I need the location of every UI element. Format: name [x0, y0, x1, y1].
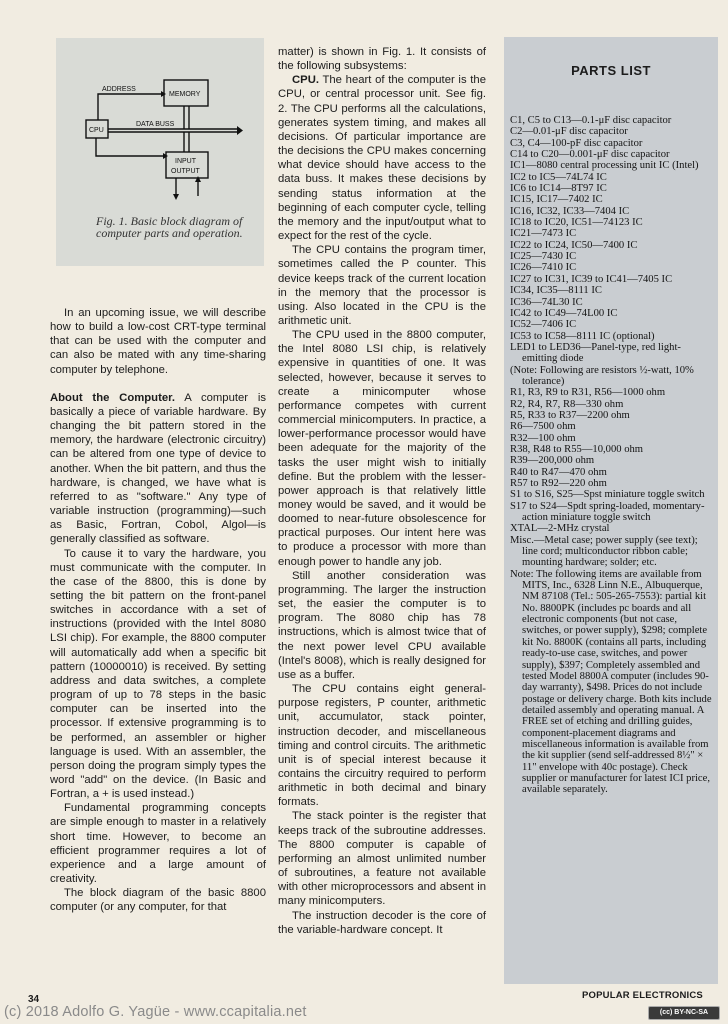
parts-list-items [510, 115, 714, 796]
mid-paragraph-7: The instruction decoder is the core of the variable-hardware concept. It [278, 909, 486, 936]
parts-list-item: C2—0.01-μF disc capacitor [510, 126, 628, 138]
figure-block-diagram [56, 38, 264, 266]
address-line [98, 94, 164, 120]
parts-list-item: Misc.—Metal case; power supply (see text); line cord; multiconductor ribbon cable; mounting hardware; solder; etc. [510, 534, 698, 569]
parts-list-item: R38, R48 to R55—10,000 ohm [510, 443, 644, 455]
magazine-name: POPULAR ELECTRONICS [582, 990, 703, 1001]
parts-list-item: R5, R33 to R37—2200 ohm [510, 409, 630, 421]
parts-list-item: IC18 to IC20, IC51—74123 IC [510, 217, 643, 229]
parts-list-item: LED1 to LED36—Panel-type, red light-emitting diode [510, 341, 681, 365]
parts-list-item: IC21—7473 IC [510, 228, 577, 240]
left-paragraph-4: Fundamental programming concepts are simple enough to master in a relatively short time. However, to become an efficient programmer requires a lot of experience and a large amount of creativity. [50, 802, 266, 886]
parts-list-item: IC2 to IC5—74L74 IC [510, 171, 607, 183]
parts-list-item: S1 to S16, S25—Spst miniature toggle switch [510, 489, 705, 501]
left-column [50, 306, 266, 915]
middle-column [278, 45, 486, 937]
label-address: ADDRESS [102, 86, 136, 93]
parts-list-item: R39—200,000 ohm [510, 455, 595, 467]
cpu-paragraph [278, 73, 486, 243]
label-output: OUTPUT [171, 168, 200, 175]
parts-list-title: PARTS LIST [571, 63, 651, 78]
label-input: INPUT [175, 158, 196, 165]
parts-list-item: C14 to C20—0.001-μF disc capacitor [510, 149, 670, 161]
intro-paragraph: In an upcoming issue, we will describe how to build a low-cost CRT-type terminal that can be used with the computer and can also be mated with any time-sharing computer by telephone. [50, 307, 266, 376]
mid-paragraph-2: The CPU contains the program timer, sometimes called the P counter. This device keeps track of the current location in the memory that the processor is using. Also located in the CPU is the arithmetic unit. [278, 244, 486, 327]
parts-list-item: R32—100 ohm [510, 432, 576, 444]
parts-list-item: R6—7500 ohm [510, 421, 576, 433]
mid-paragraph-4: Still another consideration was programming. The larger the instruction set, the easier the computer is to program. The 8080 chip has 78 instructions, which is almost twice that of the next power level CPU available (Intel's 8008), which is really designed for use as a buffer. [278, 569, 486, 681]
parts-list-item: IC52—7406 IC [510, 319, 577, 331]
mid-paragraph-0: matter) is shown in Fig. 1. It consists of the following subsystems: [278, 46, 486, 73]
label-data-buss: DATA BUSS [136, 121, 175, 128]
parts-list-item: IC1—8080 central processing unit IC (Intel) [510, 160, 699, 172]
page-number: 34 [28, 994, 40, 1005]
about-computer-text: A computer is basically a piece of variable hardware. By changing the bit pattern stored in the memory, the hardware (electronic circuitry) can be altered from one type of device to another. When the bit pattern, and thus the hardware, is changed, we have what is referred to as "software." Any type of variable instruction (programming)—such as Basic, Fortran, Cobol, Algol—is generally classified as software. [50, 391, 266, 546]
parts-list-item: R57 to R92—220 ohm [510, 478, 607, 489]
parts-list-item: IC6 to IC14—8T97 IC [510, 183, 607, 195]
mid-paragraph-5: The CPU contains eight general-purpose registers, P counter, arithmetic unit, accumulator, stack pointer, instruction decoder, and miscellaneous timing and control circuits. The arithmetic unit is of special interest because it contains the circuitry required to perform arithmetic in both decimal and binary formats. [278, 683, 486, 809]
parts-list-item: R2, R4, R7, R8—330 ohm [510, 398, 624, 410]
copyright-credit: (c) 2018 Adolfo G. Yagüe - www.ccapitalia.net [4, 1004, 307, 1020]
parts-list-item: IC25—7430 IC [510, 251, 577, 263]
parts-list-item: XTAL—2-MHz crystal [510, 523, 610, 535]
mid-paragraph-6: The stack pointer is the register that keeps track of the subroutine addresses. The 8800 computer is capable of performing an almost unlimited number of subroutines, a feature not available with other microprocessors and absent in many minicomputers. [278, 810, 486, 908]
parts-list-box [504, 37, 718, 984]
cpu-heading: CPU. [292, 74, 319, 87]
parts-list-item: IC36—74L30 IC [510, 296, 583, 308]
about-computer-paragraph [50, 391, 266, 547]
parts-list-item: IC53 to IC58—8111 IC (optional) [510, 330, 655, 342]
parts-list-item: IC27 to IC31, IC39 to IC41—7405 IC [510, 273, 673, 285]
left-paragraph-3: To cause it to vary the hardware, you must communicate with the computer. In the case of the 8800, this is done by setting the bit pattern on the front-panel switches in accordance with a set of instructions (provided with the Intel 8080 LSI chip). For example, the 8800 computer will automatically add when a specific bit pattern (10000010) is received. By setting address and data switches, a complete program of up to 78 steps in the basic computer can be inserted into the processor. If extensive programming is to be performed, an assembler or higher language is used. With an assembler, the person doing the program simply types the word "add" on the device. (In Basic and Fortran, a + is used instead.) [50, 547, 266, 801]
parts-list-item: C3, C4—100-pF disc capacitor [510, 137, 643, 149]
parts-list-item: IC16, IC32, IC33—7404 IC [510, 205, 630, 217]
license-badge: (cc) BY-NC-SA [648, 1006, 720, 1020]
left-paragraph-5: The block diagram of the basic 8800 computer (or any computer, for that [50, 887, 266, 914]
parts-list-item: (Note: Following are resistors ½-watt, 10% tolerance) [510, 364, 694, 387]
parts-list-item: Note: The following items are available from MITS, Inc., 6328 Linn N.E., Albuquerque, NM 87108 (Tel.: 505-265-7553): partial kit No. 8800PK (includes pc boards and all electronic components (but not case, switches, or power supply), $298; complete kit No. 8800K (contains all parts, including ready-to-use case, switches, and power supply), $397; Completely assembled and tested Model 8800A computer (includes 90-day warranty), $498. Prices do not include postage or delivery charge. Both kits include detailed assembly and operating manual. A FREE set of etching and drilling guides, component-placement diagrams and miscellaneous information is available from the kit supplier (send self-addressed 8½" × 11" envelope with 40c postage). Check supplier or manufacturer for latest ICI price, available separately. [510, 568, 712, 796]
label-memory: MEMORY [169, 91, 201, 98]
label-cpu: CPU [89, 127, 104, 134]
parts-list-item: IC26—7410 IC [510, 262, 577, 274]
parts-list-item: IC15, IC17—7402 IC [510, 194, 603, 206]
about-computer-heading: About the Computer. [50, 391, 176, 404]
parts-list-item: C1, C5 to C13—0.1-μF disc capacitor [510, 115, 672, 126]
mid-paragraph-3: The CPU used in the 8800 computer, the Intel 8080 LSI chip, is relatively expensive in quantities of one. It was selected, however, because it serves to create a minicomputer whose performance competes with current commercial minicomputers. In practice, a lower-performance processor would have been adequate for the majority of the tasks the user might wish to initially define. But the problem with the lesser-power approach is that relatively little money would be saved, and it would be doomed to near-future obsolescence for practical purposes. Our intent here was to produce a processor with more than enough power to handle any job. [278, 329, 486, 568]
parts-list-item: S17 to S24—Spdt spring-loaded, momentary-action miniature toggle switch [510, 500, 705, 524]
cpu-text: The heart of the computer is the CPU, or central processor unit. See fig. 2. The CPU performs all the calculations, generates system timing, and makes all decisions. Of particular importance are the decisions the CPU makes concerning what device should have access to the data buss. It makes these decisions by sending status information at the beginning of each computer cycle, telling the memory and the input/output what to expect for the rest of the cycle. [278, 74, 486, 243]
parts-list-item: IC22 to IC24, IC50—7400 IC [510, 239, 638, 251]
parts-list-item: R40 to R47—470 ohm [510, 466, 607, 478]
figure-caption: Fig. 1. Basic block diagram of computer parts and operation. [96, 214, 243, 240]
parts-list-item: R1, R3, R9 to R31, R56—1000 ohm [510, 387, 666, 399]
parts-list-item: IC42 to IC49—74L00 IC [510, 307, 618, 319]
parts-list-item: IC34, IC35—8111 IC [510, 285, 602, 297]
